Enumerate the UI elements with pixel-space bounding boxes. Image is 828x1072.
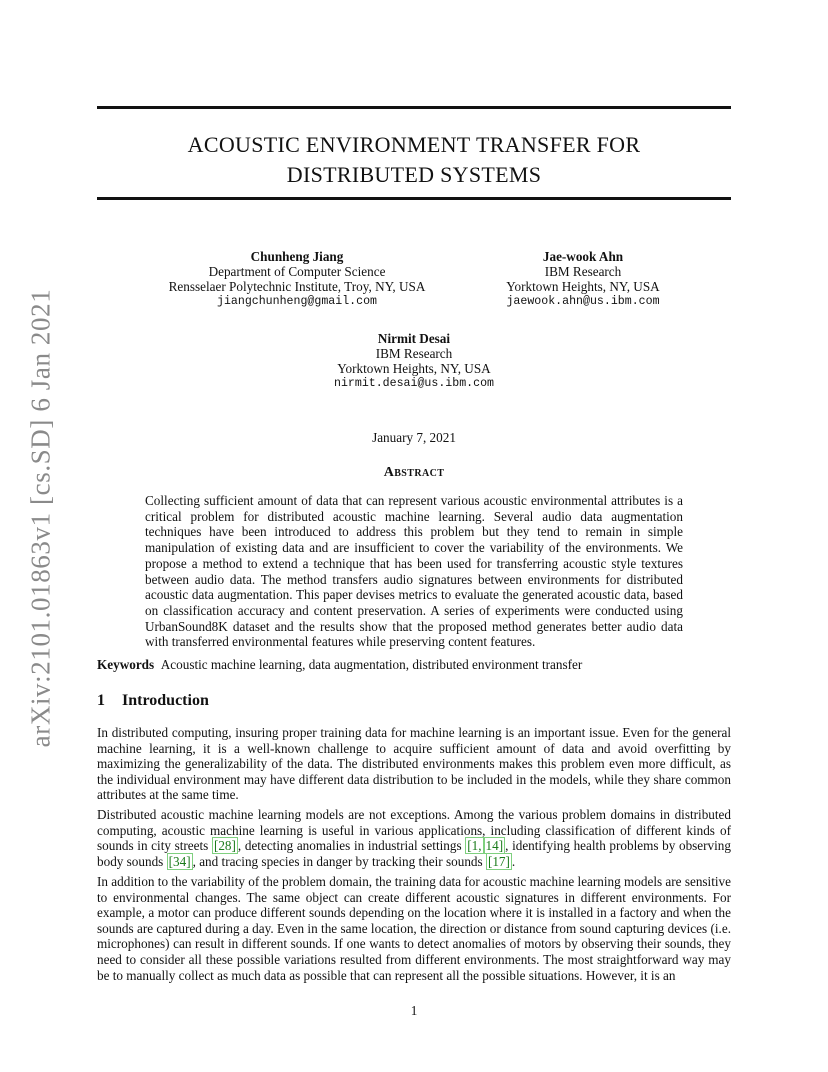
author-block-3: [297, 331, 531, 391]
citation-link[interactable]: [1,: [467, 838, 482, 854]
author-email: jaewook.ahn@us.ibm.com: [506, 295, 660, 308]
author-name: Chunheng Jiang: [250, 249, 344, 264]
abstract-heading: Abstract: [383, 465, 445, 480]
section-heading: [97, 692, 209, 710]
intro-paragraph-3: In addition to the variability of the problem domain, the training data for acoustic machine learning models are sensitive to environmental changes. The same object can create different acoustic signatures in different environments. For example, a motor can produce different sounds depending on the location where it is installed in a factory and when the sounds are captured during a day. Even in the same location, the direction or distance from sound capturing devices (i.e. microphones) can result in different sounds. If one wants to detect anomalies of motors by observing their sounds, they need to consider all these possible variations resulted from different environments. The most straightforward way may be to manually collect as much data as possible that can represent all the possible situations. However, it is an: [97, 874, 731, 983]
section-number: 1: [97, 692, 105, 709]
page-number: 1: [410, 1003, 418, 1018]
author-name: Nirmit Desai: [377, 331, 451, 346]
title-top-rule: [97, 106, 731, 109]
publication-date: January 7, 2021: [372, 430, 456, 445]
citation-link[interactable]: [17]: [487, 853, 510, 869]
keywords-label: Keywords: [97, 657, 155, 672]
citation-link[interactable]: 14]: [485, 838, 504, 854]
paper-title: [97, 130, 731, 190]
author-affiliation: Yorktown Heights, NY, USA: [506, 279, 660, 294]
author-affiliation: Yorktown Heights, NY, USA: [337, 361, 491, 376]
section-title: Introduction: [122, 692, 209, 709]
author-block-1: [147, 249, 447, 309]
title-line-1: ACOUSTIC ENVIRONMENT TRANSFER FOR: [187, 132, 641, 157]
author-name: Jae-wook Ahn: [542, 249, 624, 264]
citation-link[interactable]: [34]: [168, 853, 191, 869]
intro-paragraph-2: Distributed acoustic machine learning models are not exceptions. Among the various problem domains in distributed computing, acoustic machine learning is useful in various applications, including classification of different kinds of sounds in city streets [28] , detecting anomalies in industrial settings [1, 14] , identifying health problems by observing body sounds [34] , and tracing species in danger by tracking their sounds [17] .: [97, 807, 731, 869]
author-affiliation: Department of Computer Science: [208, 264, 386, 279]
citation-link[interactable]: [28]: [213, 838, 236, 854]
keywords-text: Acoustic machine learning, data augmentation, distributed environment transfer: [160, 657, 583, 672]
author-email: jiangchunheng@gmail.com: [216, 295, 378, 308]
intro-paragraph-1: In distributed computing, insuring proper training data for machine learning is an important issue. Even for the general machine learning, it is a well-known challenge to acquire sufficient amount of data and avoid overfitting by maximizing the generalizability of the data. The distributed environments makes this problem even more difficult, as the individual environment may have different data distribution to be included in the models, while they share common attributes at the same time.: [97, 725, 731, 803]
author-email: nirmit.desai@us.ibm.com: [333, 377, 495, 390]
author-affiliation: Rensselaer Polytechnic Institute, Troy, NY, USA: [168, 279, 426, 294]
arxiv-identifier: arXiv:2101.01863v1 [cs.SD] 6 Jan 2021: [25, 288, 56, 748]
title-bottom-rule: [97, 197, 731, 200]
keywords-line: [97, 657, 731, 673]
title-line-2: DISTRIBUTED SYSTEMS: [286, 162, 542, 187]
author-block-2: [483, 249, 683, 309]
author-affiliation: IBM Research: [375, 346, 453, 361]
author-affiliation: IBM Research: [544, 264, 622, 279]
abstract-body: Collecting sufficient amount of data that can represent various acoustic environmental attributes is a critical problem for distributed acoustic machine learning. Several audio data augmentation techniques have been introduced to address this problem but they tend to remain in simple manipulation of existing data and are insufficient to cover the variability of the environments. We propose a method to extend a technique that has been used for transferring acoustic style textures between audio data. The method transfers audio signatures between environments for distributed acoustic data augmentation. This paper devises metrics to evaluate the generated acoustic data, based on classification accuracy and content preservation. A series of experiments were conducted using UrbanSound8K dataset and the results show that the proposed method generates better audio data with transferred environmental features while preserving content features.: [145, 493, 683, 650]
